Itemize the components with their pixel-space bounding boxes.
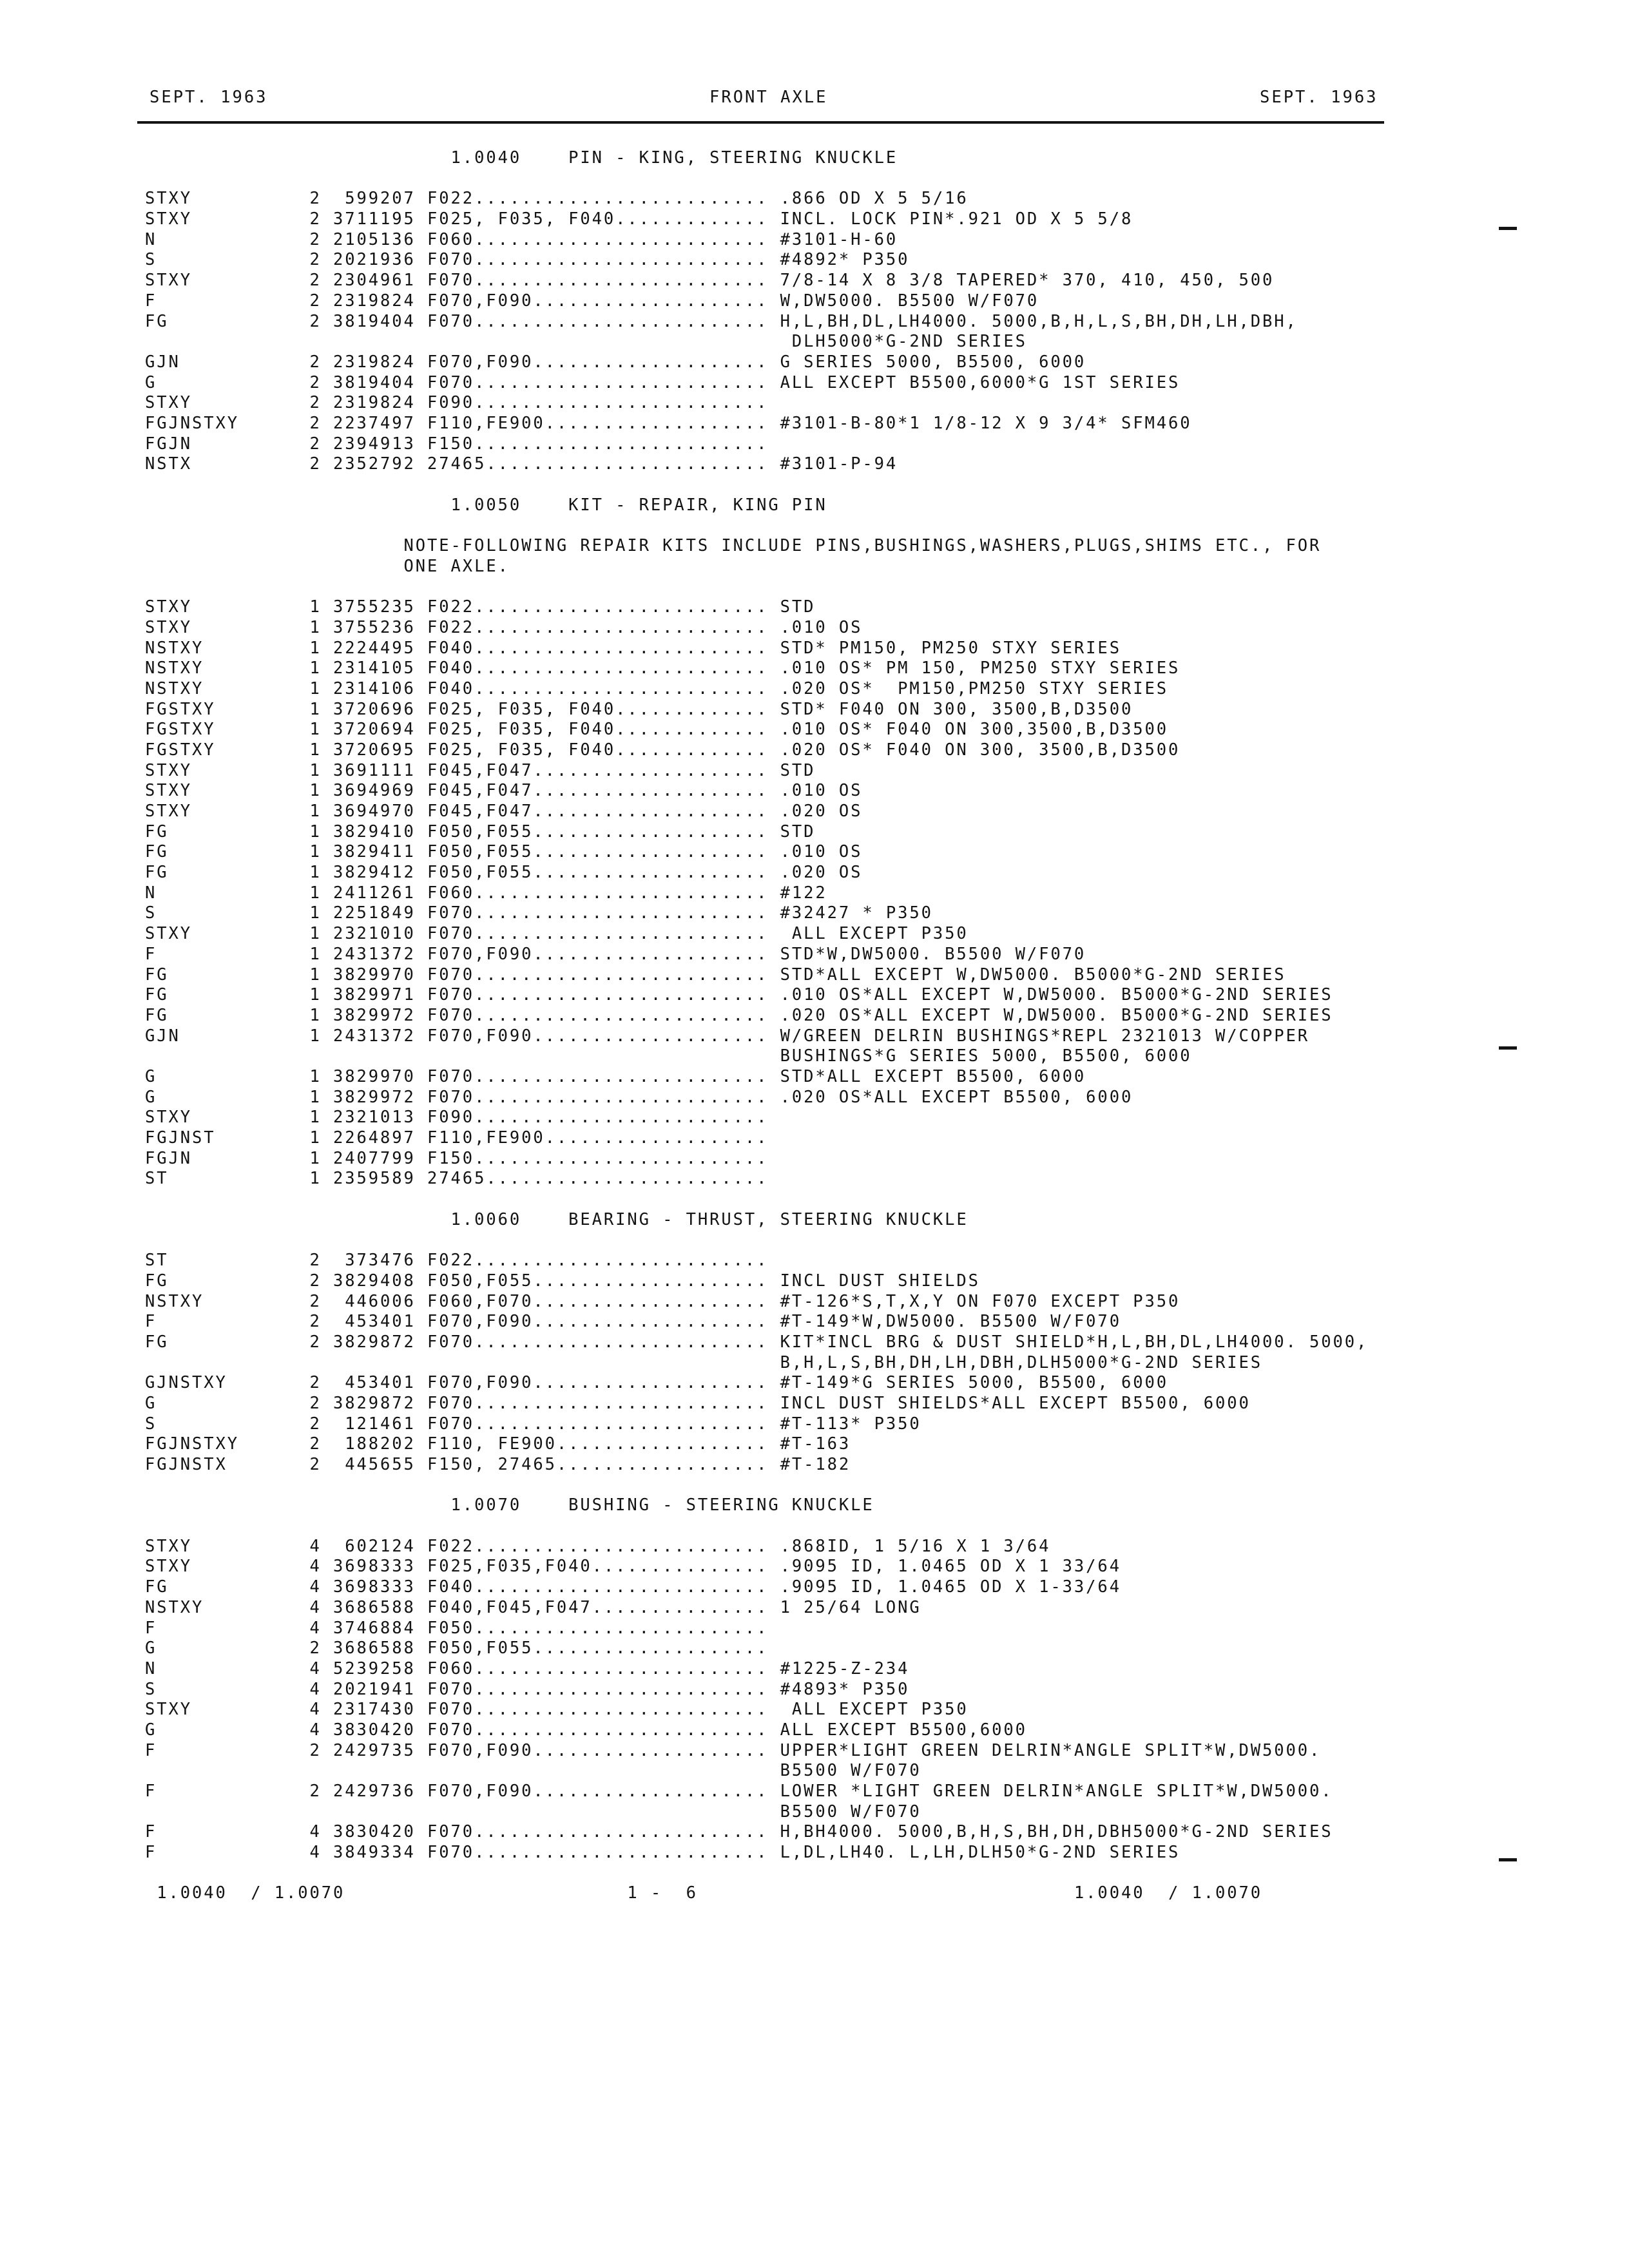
header-right-date: SEPT. 1963 bbox=[1260, 88, 1378, 107]
row-continuation: B,H,L,S,BH,DH,LH,DBH,DLH5000*G-2ND SERIES bbox=[145, 1352, 1262, 1372]
parts-row: NSTXY 1 2314105 F040......................... .010 OS* PM 150, PM250 STXY SERIES bbox=[145, 658, 1181, 678]
parts-row: STXY 2 3711195 F025, F035, F040............. INCL. LOCK PIN*.921 OD X 5 5/8 bbox=[145, 209, 1133, 229]
parts-row: G 2 3829872 F070......................... INCL DUST SHIELDS*ALL EXCEPT B5500, 6000 bbox=[145, 1393, 1251, 1413]
parts-row: FGJNSTXY 2 2237497 F110,FE900................... #3101-B-80*1 1/8-12 X 9 3/4* SFM460 bbox=[145, 413, 1192, 433]
parts-row: FGSTXY 1 3720694 F025, F035, F040............. .010 OS* F040 ON 300,3500,B,D3500 bbox=[145, 720, 1168, 740]
section-heading: 1.0040 PIN - KING, STEERING KNUCKLE bbox=[145, 148, 898, 168]
section-heading: 1.0050 KIT - REPAIR, KING PIN bbox=[145, 495, 827, 515]
parts-row: NSTXY 4 3686588 F040,F045,F047............... 1 25/64 LONG bbox=[145, 1597, 921, 1617]
blank-line bbox=[145, 515, 1440, 536]
parts-row: G 1 3829970 F070......................... STD*ALL EXCEPT B5500, 6000 bbox=[145, 1066, 1086, 1086]
parts-row: STXY 1 3755236 F022......................... .010 OS bbox=[145, 617, 863, 637]
parts-row: STXY 1 3755235 F022......................... STD bbox=[145, 597, 816, 617]
parts-row: STXY 1 3691111 F045,F047.................... STD bbox=[145, 760, 816, 780]
parts-row: S 4 2021941 F070......................... #4893* P350 bbox=[145, 1679, 910, 1699]
parts-row: NSTXY 1 2224495 F040......................... STD* PM150, PM250 STXY SERIES bbox=[145, 638, 1121, 658]
parts-row: G 1 3829972 F070......................... .020 OS*ALL EXCEPT B5500, 6000 bbox=[145, 1087, 1133, 1107]
margin-tick-mark bbox=[1499, 227, 1517, 230]
parts-row: STXY 2 2319824 F090......................... bbox=[145, 393, 769, 413]
parts-row: ST 2 373476 F022......................... bbox=[145, 1251, 769, 1271]
parts-row: S 2 121461 F070......................... #T-113* P350 bbox=[145, 1414, 921, 1434]
parts-row: STXY 2 599207 F022......................... .866 OD X 5 5/16 bbox=[145, 189, 969, 209]
parts-row: ST 1 2359589 27465........................ bbox=[145, 1169, 769, 1189]
blank-line bbox=[145, 1475, 1440, 1496]
row-continuation: DLH5000*G-2ND SERIES bbox=[145, 332, 1027, 352]
parts-row: FGJN 1 2407799 F150......................... bbox=[145, 1148, 769, 1168]
parts-row: F 1 2431372 F070,F090.................... STD*W,DW5000. B5500 W/F070 bbox=[145, 944, 1086, 964]
parts-row: FGSTXY 1 3720696 F025, F035, F040............. STD* F040 ON 300, 3500,B,D3500 bbox=[145, 699, 1133, 719]
header-left-date: SEPT. 1963 bbox=[149, 88, 268, 107]
parts-row: FG 2 3829408 F050,F055.................... INCL DUST SHIELDS bbox=[145, 1271, 980, 1291]
parts-row: GJNSTXY 2 453401 F070,F090.................... #T-149*G SERIES 5000, B5500, 6000 bbox=[145, 1373, 1168, 1393]
parts-row: STXY 4 3698333 F025,F035,F040............... .9095 ID, 1.0465 OD X 1 33/64 bbox=[145, 1557, 1121, 1577]
parts-row: N 2 2105136 F060......................... #3101-H-60 bbox=[145, 229, 898, 249]
section-note: NOTE-FOLLOWING REPAIR KITS INCLUDE PINS,BUSHINGS,WASHERS,PLUGS,SHIMS ETC., FOR bbox=[145, 536, 1322, 556]
parts-row: STXY 1 2321013 F090......................... bbox=[145, 1108, 769, 1128]
parts-row: N 4 5239258 F060......................... #1225-Z-234 bbox=[145, 1658, 910, 1678]
section-heading: 1.0060 BEARING - THRUST, STEERING KNUCKLE bbox=[145, 1209, 969, 1229]
parts-row: NSTXY 2 446006 F060,F070.................... #T-126*S,T,X,Y ON F070 EXCEPT P350 bbox=[145, 1291, 1181, 1311]
parts-row: STXY 4 2317430 F070......................... ALL EXCEPT P350 bbox=[145, 1700, 969, 1720]
parts-row: F 4 3830420 F070......................... H,BH4000. 5000,B,H,S,BH,DH,DBH5000*G-2ND SERIES bbox=[145, 1822, 1333, 1842]
parts-row: F 4 3849334 F070......................... L,DL,LH40. L,LH,DLH50*G-2ND SERIES bbox=[145, 1843, 1181, 1863]
parts-row: FGJN 2 2394913 F150......................... bbox=[145, 434, 769, 454]
parts-row: FGJNST 1 2264897 F110,FE900................... bbox=[145, 1128, 769, 1148]
margin-tick-mark bbox=[1499, 1858, 1517, 1861]
parts-row: NSTXY 1 2314106 F040......................... .020 OS* PM150,PM250 STXY SERIES bbox=[145, 678, 1168, 698]
parts-row: F 2 2319824 F070,F090.................... W,DW5000. B5500 W/F070 bbox=[145, 291, 1039, 311]
blank-line bbox=[145, 1516, 1440, 1537]
margin-tick-mark bbox=[1499, 1046, 1517, 1050]
parts-row: N 1 2411261 F060......................... #122 bbox=[145, 883, 827, 903]
parts-row: F 2 453401 F070,F090.................... #T-149*W,DW5000. B5500 W/F070 bbox=[145, 1312, 1121, 1332]
parts-row: F 2 2429735 F070,F090.................... UPPER*LIGHT GREEN DELRIN*ANGLE SPLIT*W,DW5000. bbox=[145, 1740, 1322, 1760]
row-continuation: B5500 W/F070 bbox=[145, 1761, 921, 1781]
row-continuation: B5500 W/F070 bbox=[145, 1802, 921, 1821]
parts-row: STXY 1 3694970 F045,F047.................... .020 OS bbox=[145, 802, 863, 821]
section-note: ONE AXLE. bbox=[145, 556, 510, 576]
section-heading: 1.0070 BUSHING - STEERING KNUCKLE bbox=[145, 1495, 874, 1515]
parts-row: FG 2 3829872 F070......................... KIT*INCL BRG & DUST SHIELD*H,L,BH,DL,LH4000. 5000, bbox=[145, 1332, 1369, 1352]
blank-line bbox=[145, 169, 1440, 189]
parts-row: FGSTXY 1 3720695 F025, F035, F040............. .020 OS* F040 ON 300, 3500,B,D3500 bbox=[145, 740, 1181, 760]
parts-row: F 4 3746884 F050......................... bbox=[145, 1618, 769, 1638]
parts-row: FG 1 3829971 F070......................... .010 OS*ALL EXCEPT W,DW5000. B5000*G-2ND SERIES bbox=[145, 985, 1333, 1005]
parts-row: GJN 2 2319824 F070,F090.................... G SERIES 5000, B5500, 6000 bbox=[145, 352, 1086, 372]
parts-row: NSTX 2 2352792 27465........................ #3101-P-94 bbox=[145, 454, 898, 474]
parts-row: F 2 2429736 F070,F090.................... LOWER *LIGHT GREEN DELRIN*ANGLE SPLIT*W,DW5000. bbox=[145, 1782, 1333, 1801]
blank-line bbox=[145, 1189, 1440, 1210]
parts-row: STXY 4 602124 F022......................... .868ID, 1 5/16 X 1 3/64 bbox=[145, 1536, 1051, 1556]
parts-row: FG 1 3829411 F050,F055.................... .010 OS bbox=[145, 842, 863, 862]
blank-line bbox=[145, 1230, 1440, 1251]
parts-row: S 2 2021936 F070......................... #4892* P350 bbox=[145, 250, 910, 270]
parts-row: GJN 1 2431372 F070,F090.................... W/GREEN DELRIN BUSHINGS*REPL 2321013 W/COPPER bbox=[145, 1026, 1309, 1046]
parts-row: FG 1 3829410 F050,F055.................... STD bbox=[145, 822, 816, 841]
parts-row: G 2 3819404 F070......................... ALL EXCEPT B5500,6000*G 1ST SERIES bbox=[145, 372, 1181, 392]
parts-row: FG 2 3819404 F070......................... H,L,BH,DL,LH4000. 5000,B,H,L,S,BH,DH,LH,DBH, bbox=[145, 311, 1298, 331]
parts-row: S 1 2251849 F070......................... #32427 * P350 bbox=[145, 903, 933, 923]
parts-row: FG 1 3829972 F070......................... .020 OS*ALL EXCEPT W,DW5000. B5000*G-2ND SERIES bbox=[145, 1005, 1333, 1025]
parts-row: STXY 1 3694969 F045,F047.................... .010 OS bbox=[145, 781, 863, 801]
parts-row: STXY 2 2304961 F070......................... 7/8-14 X 8 3/8 TAPERED* 370, 410, 450, 500 bbox=[145, 271, 1275, 291]
blank-line bbox=[145, 475, 1440, 495]
parts-row: FG 4 3698333 F040......................... .9095 ID, 1.0465 OD X 1-33/64 bbox=[145, 1577, 1121, 1597]
row-continuation: BUSHINGS*G SERIES 5000, B5500, 6000 bbox=[145, 1046, 1192, 1066]
header-rule bbox=[137, 121, 1384, 124]
parts-row: FG 1 3829970 F070......................... STD*ALL EXCEPT W,DW5000. B5000*G-2ND SERIES bbox=[145, 965, 1286, 985]
header-section-title: FRONT AXLE bbox=[709, 88, 828, 107]
parts-row: FGJNSTX 2 445655 F150, 27465.................. #T-182 bbox=[145, 1455, 851, 1474]
parts-row: G 2 3686588 F050,F055.................... bbox=[145, 1639, 769, 1658]
page-footer: 1.0040 / 1.0070 1 - 6 1.0040 / 1.0070 bbox=[145, 1883, 1262, 1903]
parts-row: FG 1 3829412 F050,F055.................... .020 OS bbox=[145, 863, 863, 883]
parts-row: STXY 1 2321010 F070......................... ALL EXCEPT P350 bbox=[145, 924, 969, 944]
parts-row: FGJNSTXY 2 188202 F110, FE900.................. #T-163 bbox=[145, 1434, 851, 1454]
blank-line bbox=[145, 1863, 1440, 1884]
blank-line bbox=[145, 577, 1440, 597]
parts-listing bbox=[145, 148, 1440, 1904]
parts-row: G 4 3830420 F070......................... ALL EXCEPT B5500,6000 bbox=[145, 1720, 1027, 1740]
